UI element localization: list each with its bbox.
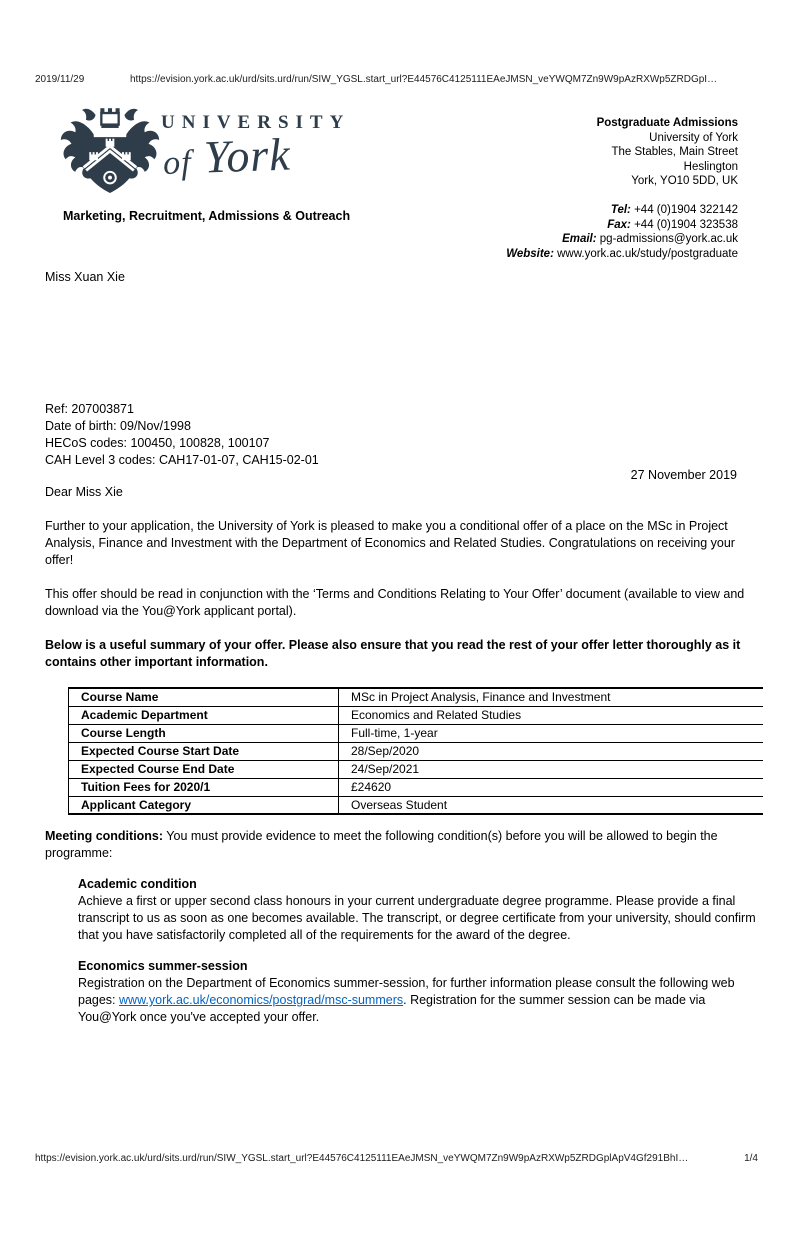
academic-condition-text: Achieve a first or upper second class honours in your current undergraduate degree programme. Please provide a final transcript to us as soon as one becomes available. The transcript, or degree certificate from your university, should confirm that you have satisfactorily completed all of the requirements for the award of the degree. [78, 894, 756, 942]
summer-session-text: Registration on the Department of Economics summer-session, for further information please consult the following web pages: www.york.ac.uk/economics/postgrad/msc-summers. Registration for the summer session can be made via You@York once you've accepted your offer. [78, 976, 735, 1024]
hecos-codes: HECoS codes: 100450, 100828, 100107 [45, 436, 270, 450]
letter-body [45, 467, 758, 1026]
sender-website: Website: www.york.ac.uk/study/postgraduate [506, 247, 738, 260]
university-of-york-crest-logo [57, 105, 163, 202]
date-of-birth: Date of birth: 09/Nov/1998 [45, 419, 191, 433]
table-label: Academic Department [69, 707, 339, 724]
table-value: 28/Sep/2020 [351, 744, 420, 758]
table-row-course-name [69, 689, 763, 707]
sender-address-line: The Stables, Main Street [611, 146, 738, 159]
sender-tel: Tel: +44 (0)1904 322142 [610, 203, 738, 216]
table-label: Expected Course End Date [69, 761, 339, 778]
summary-intro-paragraph: Below is a useful summary of your offer. Please also ensure that you read the rest of your offer letter thoroughly as it contains other important information. [45, 638, 741, 669]
letter-date: 27 November 2019 [630, 468, 737, 482]
university-of-york-wordmark [161, 112, 381, 185]
table-row-applicant-category [69, 797, 763, 815]
table-value: Economics and Related Studies [351, 708, 522, 722]
cah-codes: CAH Level 3 codes: CAH17-01-07, CAH15-02-01 [45, 453, 319, 467]
page-number: 1/4 [744, 1153, 758, 1164]
sender-address-line: York, YO10 5DD, UK [631, 175, 738, 188]
ref-number: Ref: 207003871 [45, 402, 134, 416]
reference-block [45, 401, 319, 469]
meeting-conditions-paragraph: Meeting conditions: You must provide evidence to meet the following condition(s) before you will be allowed to begin the programme: [45, 829, 718, 860]
table-row-academic-department [69, 707, 763, 725]
sender-email: Email: pg-admissions@york.ac.uk [562, 233, 738, 246]
table-value: Overseas Student [351, 798, 448, 812]
table-value: 24/Sep/2021 [351, 762, 420, 776]
summer-session-section [78, 958, 758, 1026]
summer-session-link[interactable]: www.york.ac.uk/economics/postgrad/msc-summers [119, 993, 404, 1007]
academic-condition-heading: Academic condition [78, 877, 197, 891]
print-date: 2019/11/29 [35, 74, 85, 85]
table-row-end-date [69, 761, 763, 779]
wordmark-university: UNIVERSITY [161, 112, 351, 133]
sender-address-block [506, 116, 738, 261]
table-label: Course Name [69, 689, 339, 706]
sender-address-line: University of York [649, 131, 738, 144]
sender-office: Postgraduate Admissions [596, 117, 738, 129]
table-value: Full-time, 1-year [351, 726, 438, 740]
table-row-course-length [69, 725, 763, 743]
salutation: Dear Miss Xie [45, 485, 123, 499]
offer-paragraph: Further to your application, the University of York is pleased to make you a conditional offer of a place on the MSc in Project Analysis, Finance and Investment with the Department of Economics and Related Studies. Congratulations on receiving your offer! [45, 519, 735, 567]
table-row-start-date [69, 743, 763, 761]
recipient-name: Miss Xuan Xie [45, 270, 125, 284]
sender-fax: Fax: +44 (0)1904 323538 [607, 218, 738, 231]
academic-condition-section [78, 876, 758, 944]
print-header-url: https://evision.york.ac.uk/urd/sits.urd/run/SIW_YGSL.start_url?E44576C4125111EAeJMSN_veYWQM7Zn9W9pAzRXWp5ZRDGpI… [130, 74, 718, 85]
table-label: Applicant Category [69, 797, 339, 813]
table-label: Course Length [69, 725, 339, 742]
sender-address-line: Heslington [683, 160, 738, 173]
department-name: Marketing, Recruitment, Admissions & Outreach [63, 209, 351, 223]
table-label: Expected Course Start Date [69, 743, 339, 760]
meeting-conditions-label: Meeting conditions: [45, 829, 164, 843]
table-label: Tuition Fees for 2020/1 [69, 779, 339, 796]
table-row-tuition-fees [69, 779, 763, 797]
table-value: £24620 [351, 780, 392, 794]
sender-contacts [506, 203, 738, 261]
terms-paragraph: This offer should be read in conjunction with the ‘Terms and Conditions Relating to Your Offer’ document (available to view and download via the You@York applicant portal). [45, 587, 745, 618]
print-footer-url: https://evision.york.ac.uk/urd/sits.urd/run/SIW_YGSL.start_url?E44576C4125111EAeJMSN_veYWQM7Zn9W9pAzRXWp5ZRDGplApV4Gf291BhI… [35, 1153, 689, 1164]
summer-session-heading: Economics summer-session [78, 959, 248, 973]
table-value: MSc in Project Analysis, Finance and Investment [351, 690, 611, 704]
offer-summary-table [68, 687, 763, 815]
wordmark-of-york: of York [162, 128, 292, 183]
